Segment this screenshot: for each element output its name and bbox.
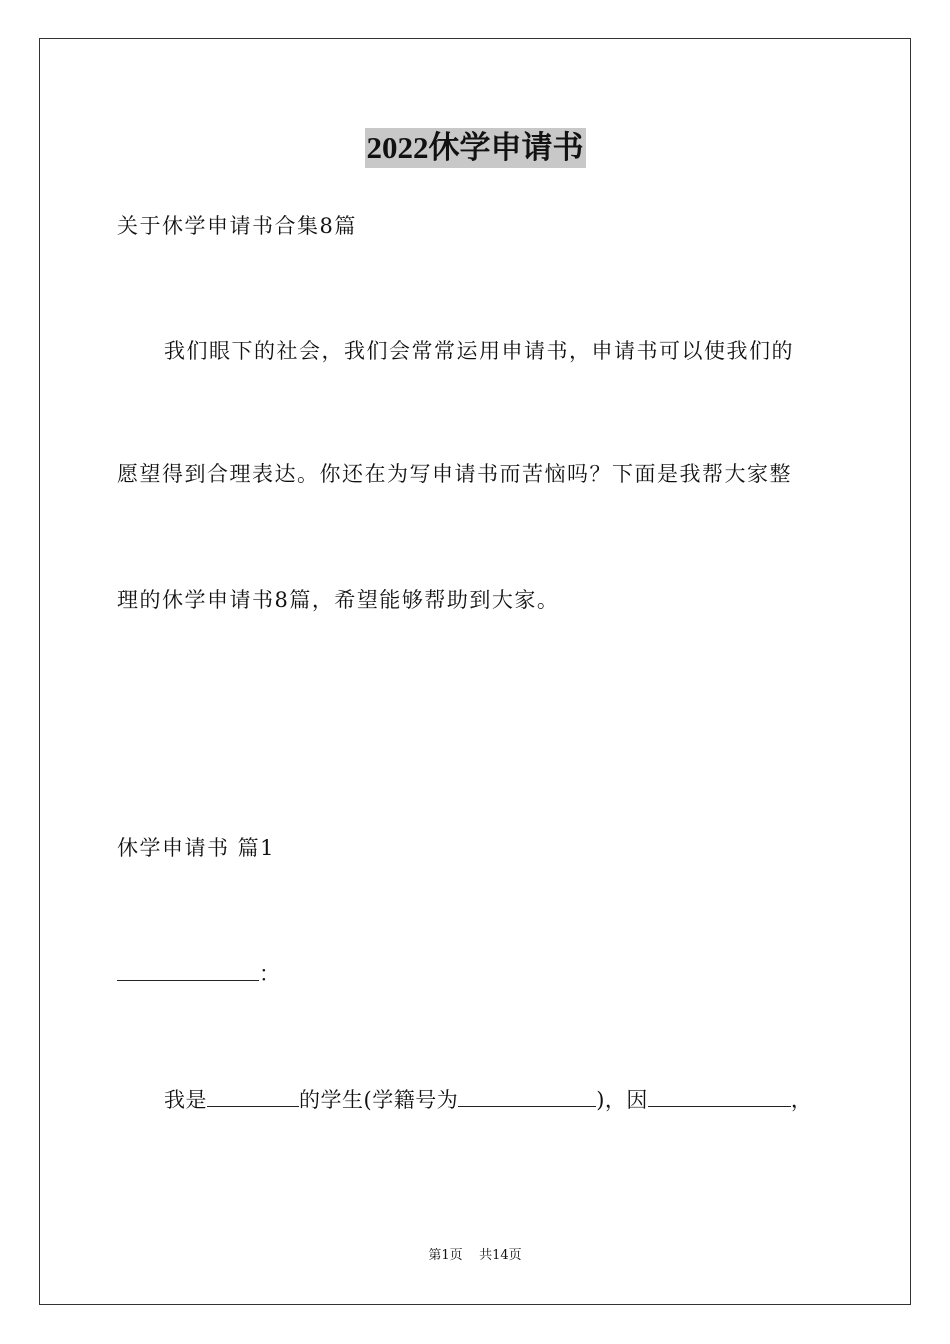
intro-line-3: 理的休学申请书8篇，希望能够帮助到大家。 — [117, 588, 560, 612]
salutation-blank[interactable] — [117, 958, 259, 981]
document-subtitle: 关于休学申请书合集8篇 — [117, 214, 357, 238]
page-number: 第1页 — [428, 1248, 463, 1263]
intro-line-2: 愿望得到合理表达。你还在为写申请书而苦恼吗？下面是我帮大家整 — [117, 462, 792, 486]
school-blank[interactable] — [207, 1084, 299, 1107]
body-text-2: 的学生(学籍号为 — [299, 1088, 459, 1112]
body-text-4: ， — [790, 1088, 813, 1112]
page-total: 共14页 — [479, 1248, 522, 1263]
body-text-1: 我是 — [164, 1088, 207, 1112]
salutation-colon: ： — [259, 962, 282, 986]
body-line-1 — [164, 1084, 812, 1114]
reason-blank[interactable] — [648, 1084, 791, 1107]
page-footer — [0, 1247, 950, 1265]
salutation-line — [117, 958, 282, 988]
title-wrap — [0, 128, 950, 168]
section-heading: 休学申请书 篇1 — [117, 836, 276, 860]
student-id-blank[interactable] — [458, 1084, 596, 1107]
document-title: 2022休学申请书 — [365, 128, 586, 168]
intro-line-1: 我们眼下的社会，我们会常常运用申请书，申请书可以使我们的 — [164, 339, 794, 363]
body-text-3: )，因 — [596, 1088, 648, 1112]
